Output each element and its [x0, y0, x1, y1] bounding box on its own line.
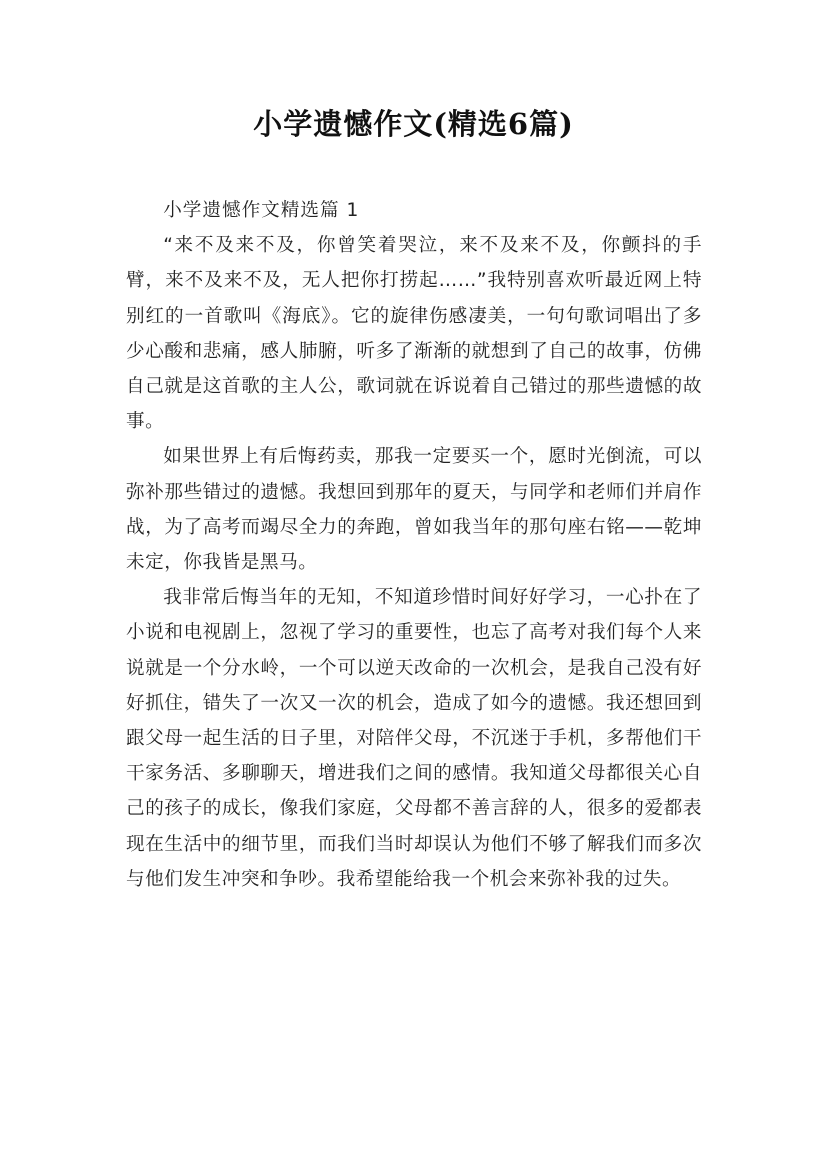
document-title: 小学遗憾作文(精选6篇) [253, 107, 574, 141]
section-heading: 小学遗憾作文精选篇 1 [163, 200, 360, 221]
paragraph-2: 如果世界上有后悔药卖，那我一定要买一个，愿时光倒流，可以弥补那些错过的遗憾。我想回到那年的夏天，与同学和老师们并肩作战，为了高考而竭尽全力的奔跑，曾如我当年的那句座右铭——乾坤未定，你我皆是黑马。 [126, 446, 702, 574]
paragraph-3: 我非常后悔当年的无知，不知道珍惜时间好好学习，一心扑在了小说和电视剧上，忽视了学习的重要性，也忘了高考对我们每个人来说就是一个分水岭，一个可以逆天改命的一次机会，是我自己没有好好抓住，错失了一次又一次的机会，造成了如今的遗憾。我还想回到跟父母一起生活的日子里，对陪伴父母，不沉迷于手机，多帮他们干干家务活、多聊聊天，增进我们之间的感情。我知道父母都很关心自己的孩子的成长，像我们家庭，父母都不善言辞的人，很多的爱都表现在生活中的细节里，而我们当时却误认为他们不够了解我们而多次与他们发生冲突和争吵。我希望能给我一个机会来弥补我的过失。 [126, 587, 702, 890]
document-body [126, 193, 702, 897]
paragraph-1: “来不及来不及，你曾笑着哭泣，来不及来不及，你颤抖的手臂，来不及来不及，无人把你打捞起……”我特别喜欢听最近网上特别红的一首歌叫《海底》。它的旋律伤感凄美，一句句歌词唱出了多少心酸和悲痛，感人肺腑，听多了渐渐的就想到了自己的故事，仿佛自己就是这首歌的主人公，歌词就在诉说着自己错过的那些遗憾的故事。 [126, 235, 702, 433]
